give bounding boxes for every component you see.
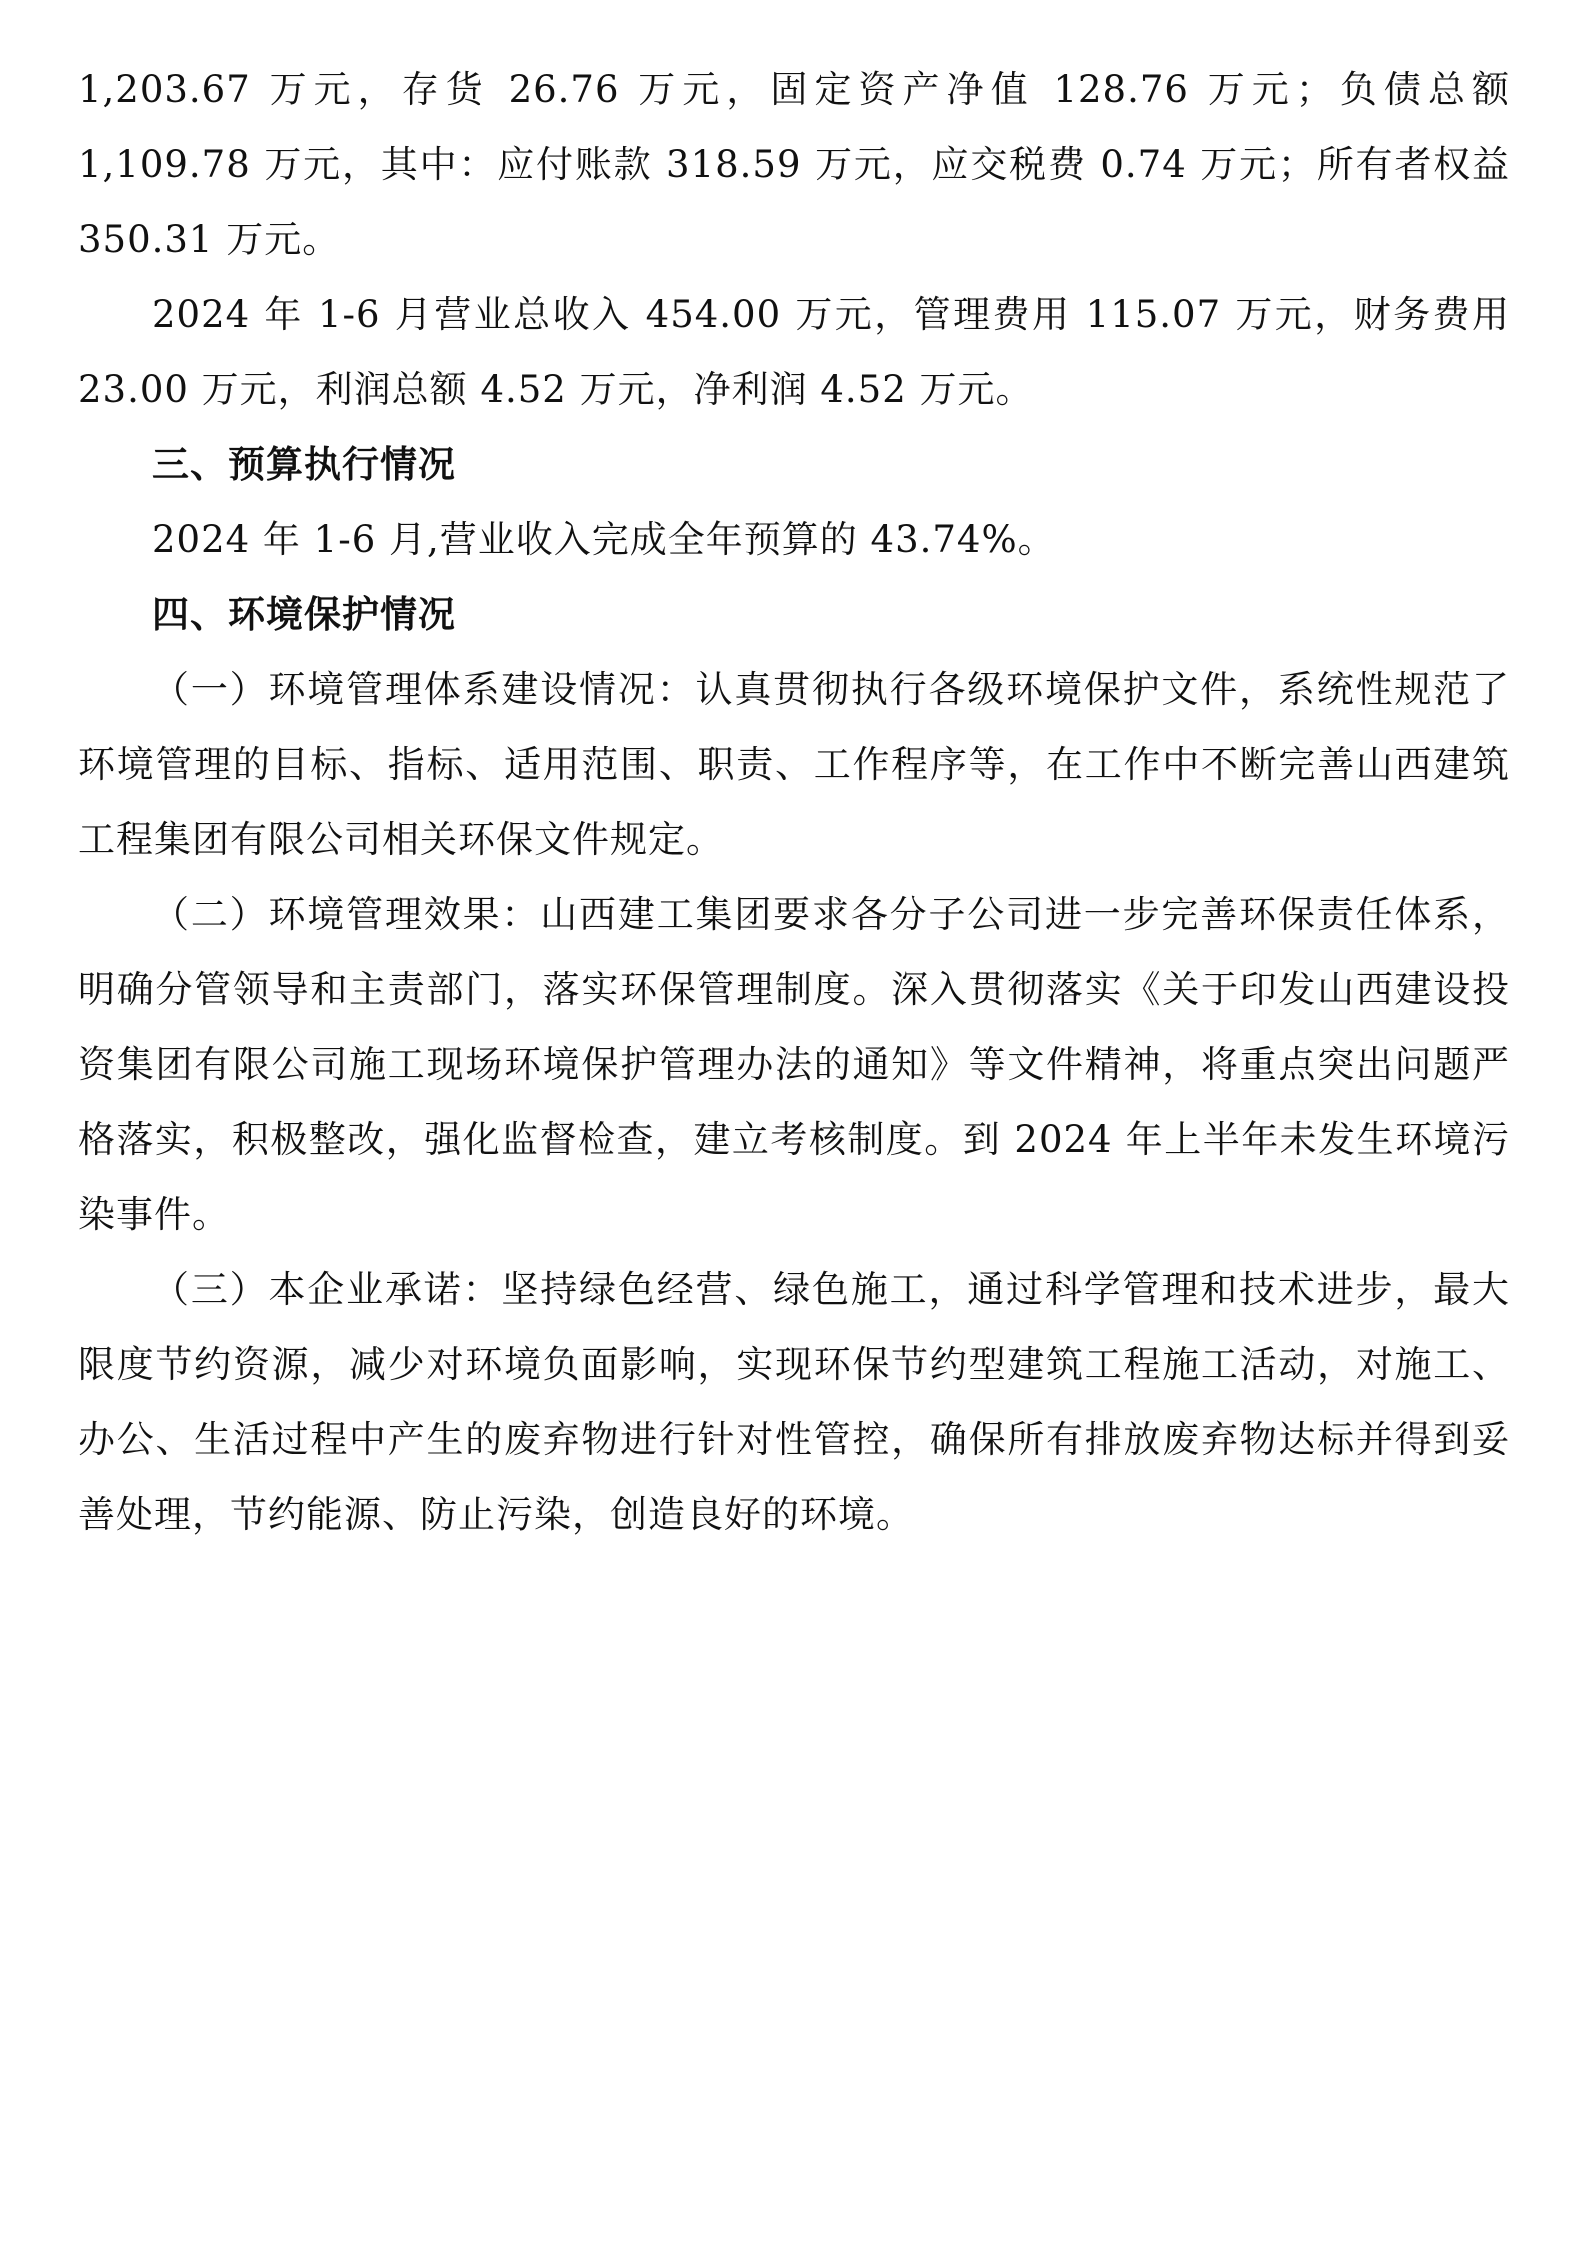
balance-sheet-paragraph: 1,203.67 万元，存货 26.76 万元，固定资产净值 128.76 万元；负债总额 1,109.78 万元，其中：应付账款 318.59 万元，应交税费 0.74 万元；所有者权益 350.31 万元。 — [78, 68, 1510, 261]
document-body — [78, 52, 1510, 1552]
budget-paragraph: 2024 年 1-6 月,营业收入完成全年预算的 43.74%。 — [152, 518, 1056, 561]
environment-system-paragraph: （一）环境管理体系建设情况：认真贯彻执行各级环境保护文件，系统性规范了环境管理的目标、指标、适用范围、职责、工作程序等，在工作中不断完善山西建筑工程集团有限公司相关环保文件规定。 — [78, 668, 1510, 861]
income-paragraph: 2024 年 1-6 月营业总收入 454.00 万元，管理费用 115.07 万元，财务费用 23.00 万元，利润总额 4.52 万元，净利润 4.52 万元。 — [78, 293, 1510, 411]
budget-section-heading: 三、预算执行情况 — [152, 443, 456, 486]
environment-section-heading: 四、环境保护情况 — [152, 593, 456, 636]
company-commitment-paragraph: （三）本企业承诺：坚持绿色经营、绿色施工，通过科学管理和技术进步，最大限度节约资源，减少对环境负面影响，实现环保节约型建筑工程施工活动，对施工、办公、生活过程中产生的废弃物进行针对性管控，确保所有排放废弃物达标并得到妥善处理，节约能源、防止污染，创造良好的环境。 — [78, 1268, 1510, 1536]
environment-effect-paragraph: （二）环境管理效果：山西建工集团要求各分子公司进一步完善环保责任体系，明确分管领导和主责部门，落实环保管理制度。深入贯彻落实《关于印发山西建设投资集团有限公司施工现场环境保护管理办法的通知》等文件精神，将重点突出问题严格落实，积极整改，强化监督检查，建立考核制度。到 2024 年上半年未发生环境污染事件。 — [78, 893, 1510, 1236]
